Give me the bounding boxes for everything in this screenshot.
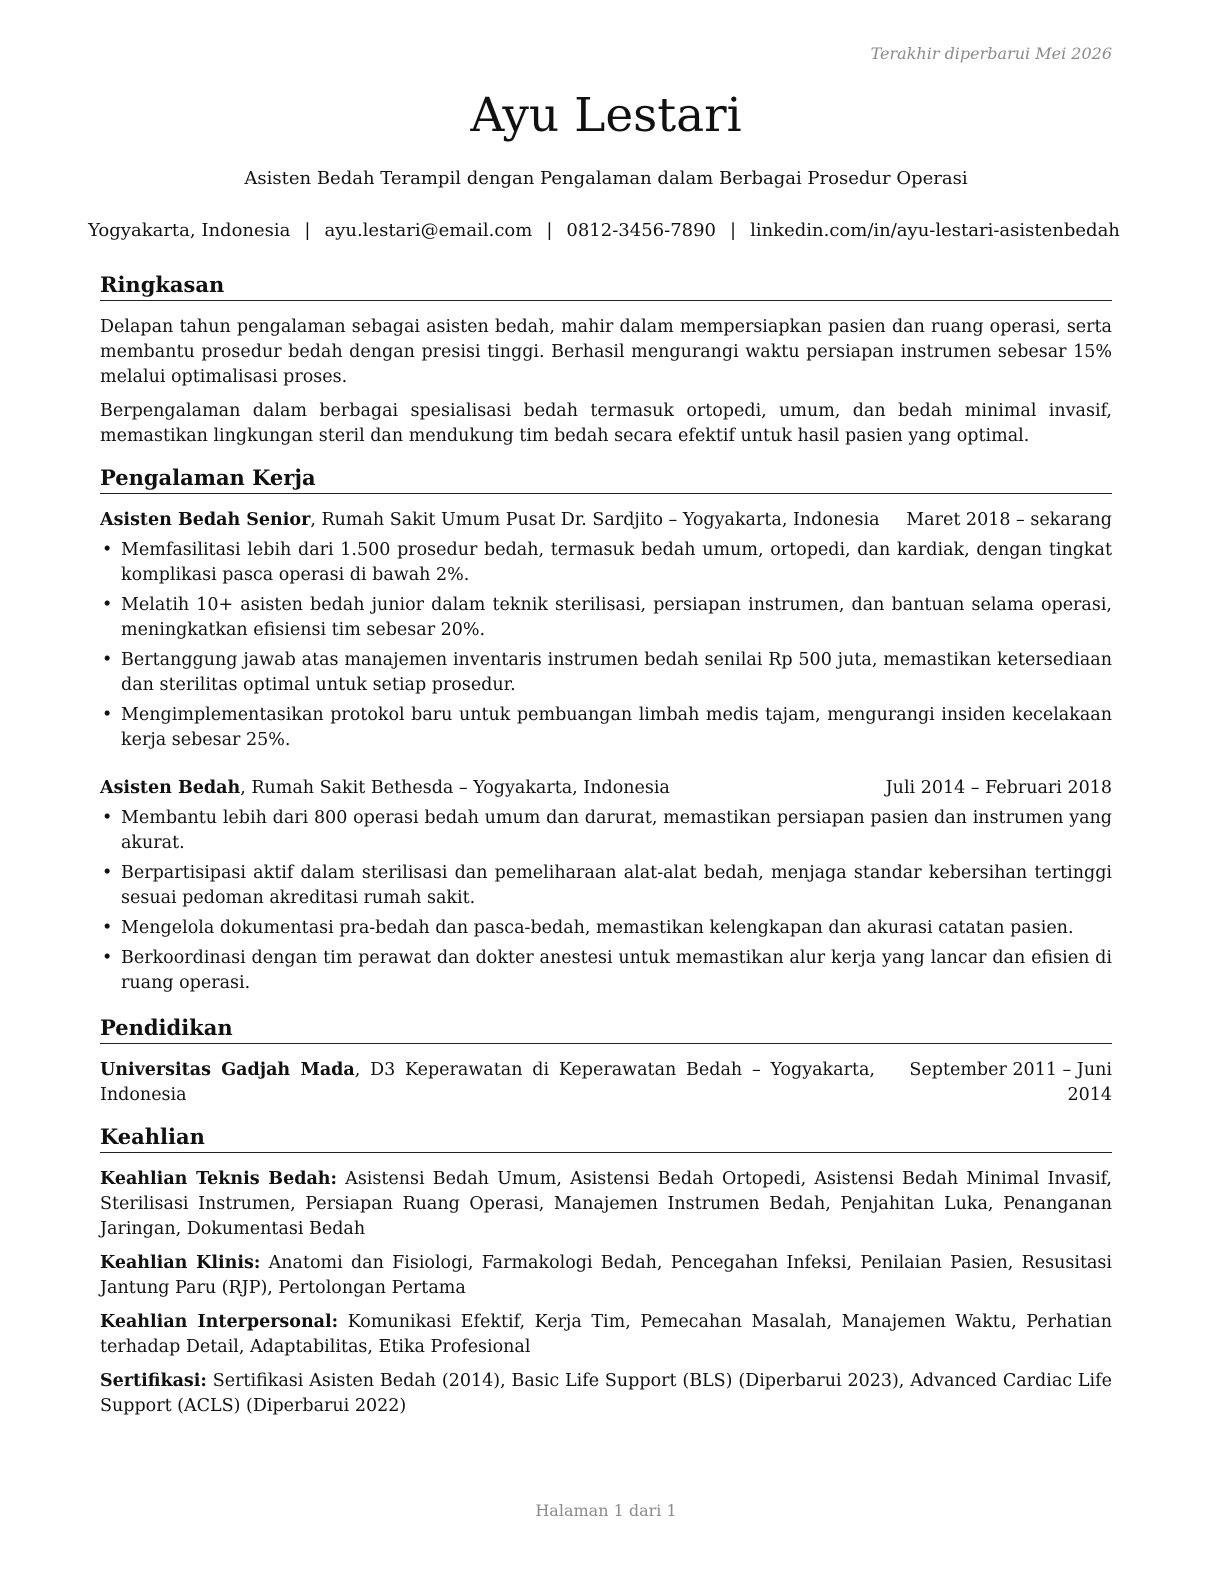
candidate-headline: Asisten Bedah Terampil dengan Pengalaman dalam Berbagai Prosedur Operasi [244, 168, 968, 189]
education-school: Universitas Gadjah Mada [100, 1060, 355, 1080]
skill-label: Keahlian Teknis Bedah: [100, 1169, 337, 1189]
job-title-org [100, 508, 880, 533]
section-title-skills: Keahlian [100, 1124, 1112, 1153]
education-entry [100, 1058, 1112, 1108]
job-bullet: • Bertanggung jawab atas manajemen inventaris instrumen bedah senilai Rp 500 juta, memastikan ketersediaan dan sterilitas optimal untuk setiap prosedur. [100, 648, 1112, 698]
summary-paragraph: Berpengalaman dalam berbagai spesialisasi bedah termasuk ortopedi, umum, dan bedah minimal invasif, memastikan lingkungan steril dan mendukung tim bedah secara efektif untuk hasil pasien yang optimal. [100, 401, 1112, 446]
contact-email[interactable]: ayu.lestari@email.com [324, 220, 533, 241]
skill-group [100, 1167, 1112, 1242]
job-bullets [100, 538, 1112, 758]
skill-text: Komunikasi Efektif, Kerja Tim, Pemecahan Masalah, Manajemen Waktu, Perhatian terhadap Detail, Adaptabilitas, Etika Profesional [100, 1312, 1112, 1357]
job-bullets [100, 806, 1112, 1001]
job-dates: Juli 2014 – Februari 2018 [885, 778, 1112, 798]
job-bullet: • Melatih 10+ asisten bedah junior dalam teknik sterilisasi, persiapan instrumen, dan bantuan selama operasi, meningkatkan efisiensi tim sebesar 20%. [100, 593, 1112, 643]
contact-separator: | [304, 220, 311, 241]
job-org: , Rumah Sakit Bethesda – Yogyakarta, Indonesia [240, 778, 670, 798]
skill-text: Anatomi dan Fisiologi, Farmakologi Bedah, Pencegahan Infeksi, Penilaian Pasien, Resusitasi Jantung Paru (RJP), Pertolongan Pertama [100, 1253, 1112, 1298]
contact-separator: | [546, 220, 553, 241]
job-bullet: • Mengimplementasikan protokol baru untuk pembuangan limbah medis tajam, mengurangi insiden kecelakaan kerja sebesar 25%. [100, 703, 1112, 753]
job-bullet: • Berpartisipasi aktif dalam sterilisasi dan pemeliharaan alat-alat bedah, menjaga standar kebersihan tertinggi sesuai pedoman akreditasi rumah sakit. [100, 861, 1112, 911]
skill-group [100, 1310, 1112, 1360]
education-detail: , D3 Keperawatan di Keperawatan Bedah – Yogyakarta, Indonesia [100, 1060, 875, 1105]
contact-linkedin[interactable]: linkedin.com/in/ayu-lestari-asistenbedah [750, 220, 1120, 241]
job-bullet: • Memfasilitasi lebih dari 1.500 prosedur bedah, termasuk bedah umum, ortopedi, dan kardiak, dengan tingkat komplikasi pasca operasi di bawah 2%. [100, 538, 1112, 588]
skill-group [100, 1251, 1112, 1301]
job-dates: Maret 2018 – sekarang [906, 510, 1112, 530]
skill-group [100, 1369, 1112, 1419]
contact-line [88, 219, 1120, 243]
skill-text: Asistensi Bedah Umum, Asistensi Bedah Ortopedi, Asistensi Bedah Minimal Invasif, Sterilisasi Instrumen, Persiapan Ruang Operasi, Manajemen Instrumen Bedah, Penjahitan Luka, Penanganan Jaringan, Dokumentasi Bedah [100, 1169, 1112, 1239]
summary-paragraph: Delapan tahun pengalaman sebagai asisten bedah, mahir dalam mempersiapkan pasien dan ruang operasi, serta membantu prosedur bedah dengan presisi tinggi. Berhasil mengurangi waktu persiapan instrumen sebesar 15% melalui optimalisasi proses. [100, 317, 1112, 387]
section-title-experience: Pengalaman Kerja [100, 465, 1112, 494]
contact-separator: | [730, 220, 737, 241]
resume-page [88, 0, 1120, 1584]
job-role: Asisten Bedah Senior [100, 510, 311, 530]
last-updated-note: Terakhir diperbarui Mei 2026 [870, 44, 1112, 63]
skill-text: Sertifikasi Asisten Bedah (2014), Basic Life Support (BLS) (Diperbarui 2023), Advanced Cardiac Life Support (ACLS) (Diperbarui 2022) [100, 1371, 1112, 1416]
candidate-name: Ayu Lestari [470, 88, 742, 143]
skill-label: Sertifikasi: [100, 1371, 207, 1391]
job-bullet: • Mengelola dokumentasi pra-bedah dan pasca-bedah, memastikan kelengkapan dan akurasi catatan pasien. [100, 916, 1112, 941]
job-bullet: • Berkoordinasi dengan tim perawat dan dokter anestesi untuk memastikan alur kerja yang lancar dan efisien di ruang operasi. [100, 946, 1112, 996]
contact-location: Yogyakarta, Indonesia [88, 220, 291, 241]
education-school-detail [100, 1058, 875, 1108]
education-dates: September 2011 – Juni 2014 [909, 1060, 1112, 1105]
skill-label: Keahlian Interpersonal: [100, 1312, 339, 1332]
page-number: Halaman 1 dari 1 [535, 1501, 677, 1520]
job-bullet: • Membantu lebih dari 800 operasi bedah umum dan darurat, memastikan persiapan pasien dan instrumen yang akurat. [100, 806, 1112, 856]
job-header [100, 508, 1112, 533]
contact-phone[interactable]: 0812-3456-7890 [566, 220, 716, 241]
section-title-education: Pendidikan [100, 1015, 1112, 1044]
skill-label: Keahlian Klinis: [100, 1253, 261, 1273]
section-title-summary: Ringkasan [100, 272, 1112, 301]
job-title-org [100, 776, 670, 801]
job-org: , Rumah Sakit Umum Pusat Dr. Sardjito – Yogyakarta, Indonesia [310, 510, 880, 530]
job-header [100, 776, 1112, 801]
job-role: Asisten Bedah [100, 778, 241, 798]
